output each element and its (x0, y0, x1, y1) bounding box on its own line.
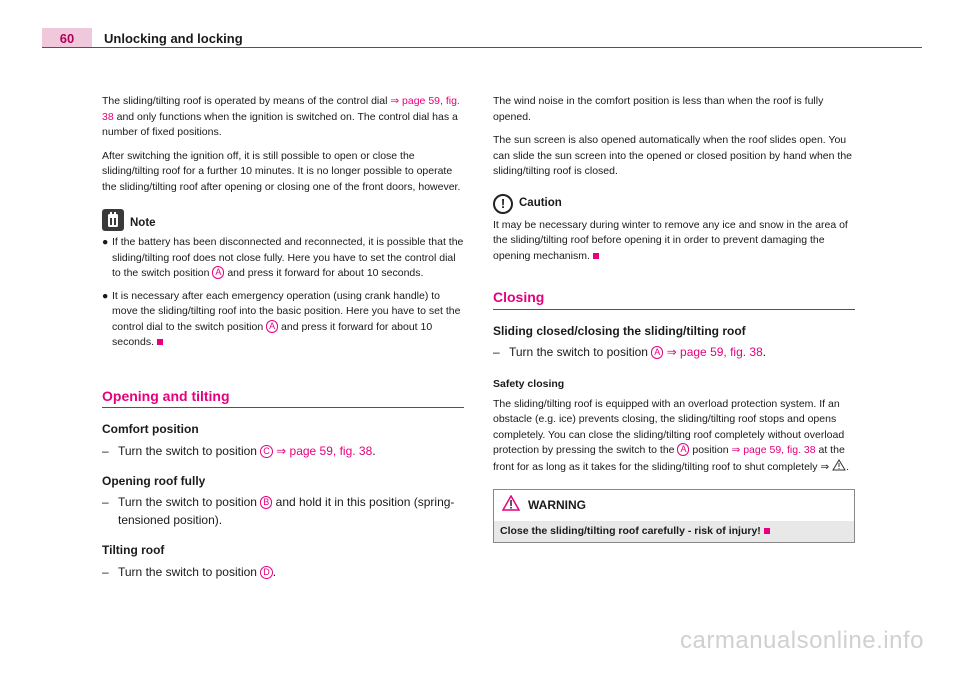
end-mark-icon (764, 528, 770, 534)
subheading-tilt: Tilting roof (102, 543, 165, 557)
safety-paragraph: The sliding/tilting roof is equipped with an overload protection system. If an obstacle (e.g. ice) prevents closing, the sliding/tilting roof stops and opens completely. You can close the sliding/tilting roof completely without overload protection by pressing the switch to the A position ⇒ page 59, fig. 38 at the front for as long as it takes for the sliding/tilting roof to shut completely ⇒ . (493, 397, 850, 473)
note-heading: Note (102, 209, 464, 231)
left-column (102, 94, 464, 587)
step-item: – Turn the switch to position A ⇒ page 59, fig. 38. (493, 345, 767, 359)
subheading-closing: Sliding closed/closing the sliding/tilting roof (493, 323, 746, 338)
watermark: carmanualsonline.info (680, 627, 924, 654)
warning-text: Close the sliding/tilting roof carefully - risk of injury! (494, 521, 854, 543)
bullet-icon: ● (102, 289, 109, 302)
step-item: – Turn the switch to position C ⇒ page 59, fig. 38. (102, 443, 376, 458)
ignition-paragraph: After switching the ignition off, it is still possible to open or close the sliding/tilting roof for a further 10 minutes. It is no longer possible to operate the sliding/tilting roof after opening or closing one of the front doors, however. (102, 149, 461, 193)
position-tag: D (260, 566, 273, 579)
caution-heading: ! Caution (493, 194, 855, 214)
page-number: 60 (42, 28, 92, 48)
bullet-icon: ● (102, 236, 109, 248)
warning-box (493, 489, 855, 543)
note-bullet: ● It is necessary after each emergency operation (using crank handle) to move the sliding/tilting roof into the basic position. Here you have to set the control dial to the switch position A and press it forward for about 10 seconds. (102, 289, 464, 351)
section-title-opening: Opening and tilting (102, 389, 464, 409)
position-tag: C (260, 445, 273, 458)
position-tag: A (212, 266, 224, 279)
step-item: – Turn the switch to position D . (102, 564, 277, 579)
intro-paragraph: The sliding/tilting roof is operated by means of the control dial ⇒ page 59, fig. 38 and only functions when the ignition is switched on. The control dial has a number of fixed positions. (102, 95, 460, 138)
warning-triangle-icon (832, 461, 846, 473)
wind-noise-paragraph: The wind noise in the comfort position is less than when the roof is fully opened. (493, 95, 824, 123)
position-tag: A (266, 320, 278, 333)
sun-screen-paragraph: The sun screen is also opened automatically when the roof slides open. You can slide the sun screen into the opened or closed position by hand when the sliding/tilting roof is closed. (493, 134, 852, 177)
end-mark-icon (157, 339, 163, 345)
position-tag: A (677, 443, 689, 456)
position-tag: B (260, 496, 272, 509)
subheading-fully: Opening roof fully (102, 473, 206, 488)
caution-icon: ! (493, 194, 513, 214)
position-tag: A (651, 346, 663, 359)
page-reference-link[interactable]: ⇒ page 59, fig. 38 (731, 444, 816, 456)
header-rule (42, 47, 922, 48)
page-reference-link[interactable]: ⇒ page 59, fig. 38 (663, 345, 763, 359)
warning-heading: WARNING (494, 490, 854, 521)
subheading-safety: Safety closing (493, 378, 565, 390)
warning-triangle-icon (502, 495, 520, 516)
page-reference-link[interactable]: ⇒ page 59, fig. 38 (102, 95, 460, 123)
caution-text: It may be necessary during winter to remove any ice and snow in the area of the sliding/tilting roof before opening it in order to prevent damaging the opening mechanism. (493, 218, 848, 262)
page-title: Unlocking and locking (104, 31, 243, 46)
section-title-closing: Closing (493, 290, 855, 310)
note-bullet: ● If the battery has been disconnected and reconnected, it is possible that the sliding/tilting roof does not close fully. Here you have to set the control dial to the switch position A and press it forward for about 10 seconds. (102, 235, 464, 282)
end-mark-icon (593, 253, 599, 259)
step-item: – Turn the switch to position B and hold it in this position (spring-tensioned position). (102, 495, 455, 527)
page-reference-link[interactable]: ⇒ page 59, fig. 38 (272, 443, 373, 458)
right-column (493, 94, 855, 543)
subheading-comfort: Comfort position (102, 422, 199, 436)
note-icon (102, 209, 124, 231)
